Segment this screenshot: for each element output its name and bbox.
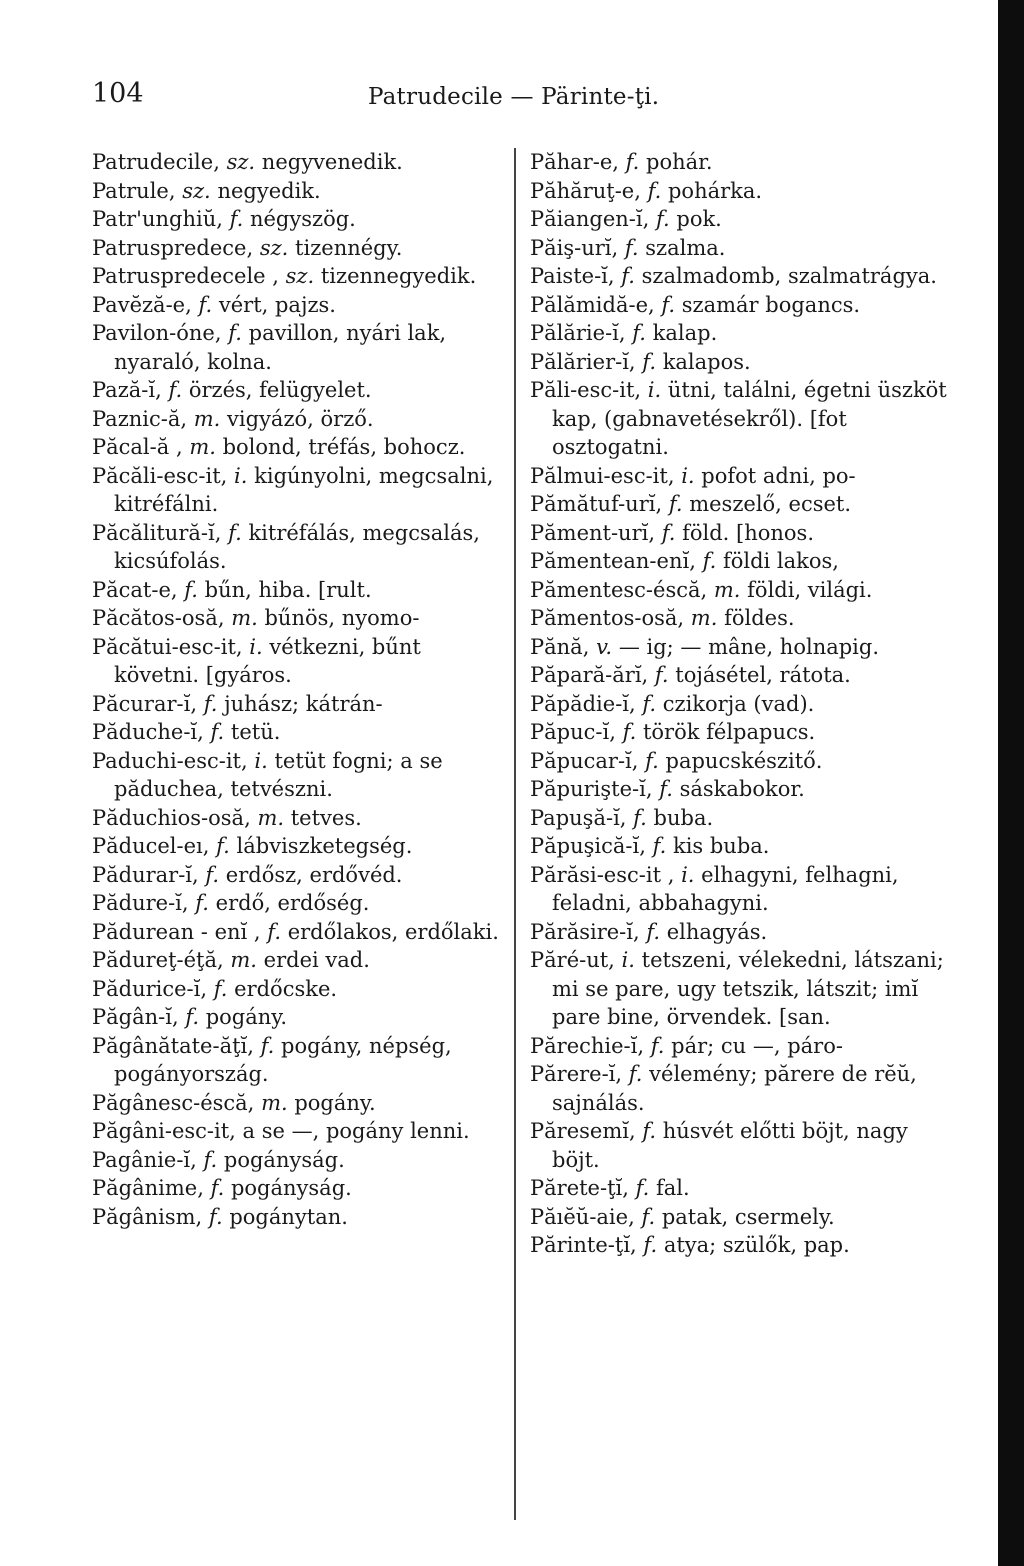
entry-definition: pavillon, nyári lak, nyaraló, kolna. [114,321,447,374]
entry-grammar: f. [633,805,647,830]
dictionary-entry [92,262,512,291]
dictionary-entry [530,376,955,462]
entry-headword: Patrule, [92,178,176,203]
dictionary-entry [530,205,955,234]
entry-definition: földi lakos, [722,549,839,573]
entry-headword: Papuşă-ĭ, [530,805,627,830]
dictionary-entry [92,718,512,747]
dictionary-entry [92,1117,512,1146]
entry-grammar: m. [690,606,718,630]
entry-definition: pohárka. [667,178,763,203]
entry-definition: örzés, felügyelet. [188,378,372,402]
entry-headword: Părăsi-esc-it , [530,862,675,887]
entry-grammar: f. [229,207,244,231]
left-column [92,148,512,1231]
entry-definition: — ig; — mâne, holnapig. [618,634,880,659]
entry-definition: földi, világi. [747,577,873,602]
entry-grammar: f. [203,691,218,716]
dictionary-entry [92,433,512,462]
dictionary-entry [92,177,512,206]
entry-grammar: f. [647,178,662,203]
dictionary-entry [92,946,512,975]
entry-headword: Pămătuf-urĭ, [530,492,663,516]
entry-headword: Păiş-urĭ, [530,235,619,260]
entry-headword: Pavĕză-e, [92,292,192,317]
entry-headword: Păgân-ĭ, [92,1005,179,1029]
dictionary-entry [92,1089,512,1118]
dictionary-entry [92,1032,512,1089]
entry-definition: föld. [honos. [682,520,814,545]
entry-headword: Păiangen-ĭ, [530,207,650,231]
entry-grammar: f. [210,720,225,744]
entry-definition: patak, csermely. [661,1204,835,1229]
entry-headword: Păré-ut, [530,948,615,972]
entry-headword: Păıĕŭ-aie, [530,1204,635,1229]
entry-headword: Pădure-ĭ, [92,891,189,915]
dictionary-entry [530,747,955,776]
entry-definition: pár; cu —, páro- [671,1033,843,1058]
entry-grammar: i. [647,378,662,402]
entry-grammar: f. [622,720,637,744]
dictionary-entry [92,633,512,690]
entry-headword: Păducel-eı, [92,834,210,858]
entry-grammar: v. [596,634,613,659]
entry-headword: Păpuşică-ĭ, [530,834,646,858]
dictionary-entry [530,661,955,690]
entry-headword: Părete-ţĭ, [530,1176,629,1200]
dictionary-entry [530,946,955,1032]
entry-definition: tetves. [290,805,362,830]
dictionary-entry [92,376,512,405]
entry-definition: négyszög. [249,207,356,231]
dictionary-entry [530,319,955,348]
entry-headword: Păpuc-ĭ, [530,720,616,744]
dictionary-entry [530,690,955,719]
dictionary-entry [530,1231,955,1260]
dictionary-entry [530,804,955,833]
entry-definition: papucskészitő. [665,748,823,773]
entry-definition: vétkezni, bűnt követni. [gyáros. [114,634,421,687]
entry-grammar: f. [635,1176,650,1200]
entry-headword: Părechie-ĭ, [530,1033,645,1058]
entry-headword: Păcal-ă , [92,435,183,459]
dictionary-entry [92,234,512,263]
entry-headword: Pavilon-óne, [92,321,222,345]
entry-headword: Păhăruţ-e, [530,178,641,203]
entry-headword: Păhar-e, [530,150,619,174]
dictionary-entry [530,547,955,576]
dictionary-entry [530,519,955,548]
entry-definition: vigyázó, örző. [227,406,374,431]
entry-definition: negyvenedik. [261,150,403,174]
entry-grammar: f. [650,1033,665,1058]
entry-grammar: m. [189,435,216,459]
dictionary-entry [92,291,512,320]
scan-edge [998,0,1024,1566]
entry-grammar: f. [185,1005,200,1029]
entry-headword: Păment-urĭ, [530,520,656,545]
entry-grammar: f. [632,321,646,345]
entry-definition: erdősz, erdővéd. [225,862,403,887]
entry-headword: Pălărier-ĭ, [530,349,636,374]
entry-headword: Patruspredecele , [92,264,279,288]
dictionary-entry [92,975,512,1004]
entry-grammar: m. [713,577,741,602]
entry-definition: pogány, népség, pogányország. [114,1033,452,1086]
entry-headword: Părăsire-ĭ, [530,919,640,944]
entry-definition: földes. [724,606,795,630]
entry-headword: Păcătui-esc-it, [92,634,243,659]
entry-definition: erdőlakos, erdőlaki. [287,919,499,944]
entry-definition: fal. [656,1176,690,1200]
entry-definition: bolond, tréfás, bohocz. [222,435,466,459]
dictionary-entry [92,804,512,833]
entry-grammar: i. [234,463,248,488]
entry-definition: pohár. [646,150,713,174]
entry-headword: Păli-esc-it, [530,378,642,402]
dictionary-entry [92,604,512,633]
running-head: Patrudecile — Pärinte-ţi. [368,84,660,110]
entry-definition: atya; szülők, pap. [663,1233,850,1257]
entry-headword: Păcălitură-ĭ, [92,520,222,545]
entry-headword: Pagânie-ĭ, [92,1147,197,1172]
entry-headword: Pădurar-ĭ, [92,862,199,887]
entry-headword: Părinte-ţĭ, [530,1233,637,1257]
entry-grammar: f. [198,292,213,317]
entry-definition: szalma. [645,235,726,260]
entry-definition: a se —, pogány lenni. [242,1119,470,1143]
dictionary-entry [92,1146,512,1175]
entry-grammar: f. [210,1176,225,1200]
entry-grammar: f. [203,1147,218,1172]
entry-definition: vért, pajzs. [218,292,336,317]
entry-grammar: f. [168,378,183,402]
entry-grammar: f. [641,1204,656,1229]
entry-definition: kalapos. [662,349,751,374]
dictionary-entry [92,462,512,519]
entry-definition: pogány. [205,1005,288,1029]
entry-definition: lábviszketegség. [236,834,413,858]
entry-headword: Păgânime, [92,1176,204,1200]
dictionary-entry [530,1117,955,1174]
dictionary-entry [92,832,512,861]
entry-headword: Păpurişte-ĭ, [530,777,653,801]
dictionary-entry [92,918,512,947]
entry-grammar: f. [654,663,669,687]
entry-headword: Paduchi-esc-it, [92,748,248,773]
entry-grammar: f. [642,691,657,716]
entry-grammar: f. [628,1062,643,1086]
dictionary-entry [92,319,512,376]
entry-grammar: i. [681,862,695,887]
entry-grammar: f. [655,207,670,231]
dictionary-entry [530,576,955,605]
page-number: 104 [92,78,144,109]
entry-definition: pok. [676,207,722,231]
entry-headword: Pămentesc-éscă, [530,577,708,602]
entry-grammar: f. [216,834,230,858]
entry-headword: Păgânesc-éscă, [92,1090,255,1115]
entry-headword: Patr'unghiŭ, [92,207,223,231]
entry-headword: Păgâni-esc-it, [92,1119,236,1143]
entry-headword: Păresemĭ, [530,1119,636,1143]
entry-headword: Păgânism, [92,1204,203,1229]
entry-grammar: sz. [182,178,211,203]
entry-definition: szalmadomb, szalmatrágya. [641,264,937,288]
entry-headword: Păpădie-ĭ, [530,691,636,716]
dictionary-entry [92,889,512,918]
dictionary-entry [530,262,955,291]
entry-grammar: i. [681,463,695,488]
entry-grammar: f. [624,235,639,260]
entry-definition: szamár bogancs. [681,292,861,317]
entry-grammar: f. [208,1204,223,1229]
entry-grammar: f. [659,777,673,801]
entry-definition: török félpapucs. [642,720,816,744]
entry-definition: elhagyni, felhagni, feladni, abbahagyni. [552,862,899,915]
entry-grammar: f. [621,264,635,288]
entry-grammar: f. [668,492,683,516]
dictionary-entry [530,462,955,491]
entry-definition: juhász; kátrán- [224,691,383,716]
entry-definition: erdőcske. [234,976,338,1001]
dictionary-entry [530,1203,955,1232]
dictionary-entry [92,861,512,890]
entry-grammar: m. [257,805,285,830]
dictionary-entry [530,348,955,377]
entry-definition: kitréfálás, megcsalás, kicsúfolás. [114,520,480,573]
entry-definition: erdő, erdőség. [215,891,370,915]
entry-grammar: i. [621,948,635,972]
entry-grammar: f. [205,862,220,887]
dictionary-entry [92,1003,512,1032]
entry-definition: buba. [653,805,714,830]
entry-headword: Patrudecile, [92,150,220,174]
dictionary-entry [530,861,955,918]
entry-grammar: m. [261,1090,288,1115]
entry-definition: pogányság. [230,1176,352,1200]
entry-headword: Pămentos-osă, [530,606,685,630]
entry-definition: sáskabokor. [679,777,805,801]
entry-headword: Păduche-ĭ, [92,720,204,744]
entry-grammar: f. [661,520,676,545]
entry-definition: bűn, hiba. [rult. [204,577,372,602]
entry-headword: Pălărie-ĭ, [530,321,626,345]
entry-headword: Pădurean - enĭ , [92,919,261,944]
dictionary-entry [530,291,955,320]
dictionary-entry [530,604,955,633]
entry-headword: Păcat-e, [92,577,178,602]
entry-definition: pogány. [294,1090,376,1115]
entry-headword: Pază-ĭ, [92,378,162,402]
entry-grammar: f. [645,748,659,773]
entry-definition: erdei vad. [263,948,370,972]
entry-definition: tizennégy. [295,235,403,260]
entry-grammar: i. [254,748,268,773]
entry-grammar: f. [642,1119,657,1143]
right-column [530,148,955,1260]
entry-definition: elhagyás. [666,919,768,944]
entry-headword: Părere-ĭ, [530,1062,623,1086]
entry-headword: Pămentean-enĭ, [530,549,696,573]
dictionary-entry [92,690,512,719]
entry-grammar: i. [249,634,263,659]
entry-definition: pogányság. [223,1147,345,1172]
dictionary-entry [530,234,955,263]
dictionary-entry [530,148,955,177]
entry-definition: kigúnyolni, megcsalni, kitréfálni. [114,463,494,516]
entry-definition: bűnös, nyomo- [264,606,420,630]
entry-definition: tetüt fogni; a se păduchea, tetvészni. [114,748,443,801]
dictionary-entry [92,747,512,804]
dictionary-entry [92,405,512,434]
entry-grammar: f. [184,577,198,602]
dictionary-entry [530,1060,955,1117]
entry-grammar: f. [661,292,676,317]
entry-grammar: f. [260,1033,275,1058]
entry-grammar: f. [643,1233,658,1257]
entry-definition: meszelő, ecset. [689,492,852,516]
entry-definition: húsvét előtti böjt, nagy böjt. [552,1119,908,1172]
dictionary-entry [530,918,955,947]
entry-grammar: m. [230,948,257,972]
entry-grammar: m. [231,606,258,630]
entry-grammar: f. [228,520,242,545]
entry-headword: Păpară-ărĭ, [530,663,649,687]
entry-headword: Păcătos-osă, [92,606,225,630]
dictionary-entry [530,718,955,747]
column-divider [514,148,516,1520]
entry-grammar: sz. [285,264,315,288]
entry-headword: Patruspredece, [92,235,254,260]
entry-headword: Păcăli-esc-it, [92,463,228,488]
entry-grammar: f. [642,349,656,374]
entry-definition: vélemény; părere de rĕŭ, sajnálás. [552,1062,917,1115]
dictionary-entry [92,1203,512,1232]
entry-headword: Păgânătate-ăţĭ, [92,1033,254,1058]
entry-definition: tetü. [230,720,281,744]
entry-definition: tetszeni, vélekedni, látszani; mi se pare, ugy tetszik, látszit; imĭ pare bine, örvendek. [san. [552,948,944,1029]
entry-grammar: sz. [259,235,289,260]
dictionary-entry [530,490,955,519]
entry-grammar: m. [193,406,221,431]
entry-grammar: f. [625,150,640,174]
entry-headword: Păcurar-ĭ, [92,691,198,716]
entry-grammar: f. [267,919,281,944]
entry-definition: kis buba. [672,834,770,858]
entry-headword: Paznic-ă, [92,406,188,431]
entry-grammar: f. [213,976,228,1001]
entry-grammar: f. [195,891,209,915]
entry-headword: Pădureţ-éţă, [92,948,224,972]
entry-headword: Pălmui-esc-it, [530,463,675,488]
dictionary-entry [530,1174,955,1203]
dictionary-entry [530,832,955,861]
dictionary-entry [92,1174,512,1203]
entry-grammar: f. [652,834,667,858]
entry-definition: tojásétel, rátota. [675,663,851,687]
dictionary-entry [530,1032,955,1061]
entry-headword: Pănă, [530,634,590,659]
entry-definition: negyedik. [217,178,321,203]
entry-definition: ütni, találni, égetni üszköt kap, (gabnavetésekről). [fot osztogatni. [552,378,947,459]
dictionary-entry [530,177,955,206]
entry-definition: tizennegyedik. [320,264,477,288]
dictionary-entry [92,148,512,177]
entry-headword: Păpucar-ĭ, [530,748,639,773]
entry-headword: Pădurice-ĭ, [92,976,208,1001]
entry-definition: czikorja (vad). [662,691,815,716]
entry-grammar: f. [646,919,661,944]
dictionary-entry [530,775,955,804]
dictionary-entry [530,633,955,662]
entry-definition: pofot adni, po- [701,463,856,488]
dictionary-entry [92,576,512,605]
entry-definition: pogánytan. [229,1204,348,1229]
entry-definition: kalap. [652,321,718,345]
dictionary-entry [92,519,512,576]
dictionary-entry [92,205,512,234]
entry-headword: Pălămidă-e, [530,292,655,317]
entry-grammar: f. [702,549,717,573]
entry-grammar: sz. [226,150,256,174]
entry-headword: Paiste-ĭ, [530,264,615,288]
entry-grammar: f. [228,321,242,345]
entry-headword: Păduchios-osă, [92,805,251,830]
